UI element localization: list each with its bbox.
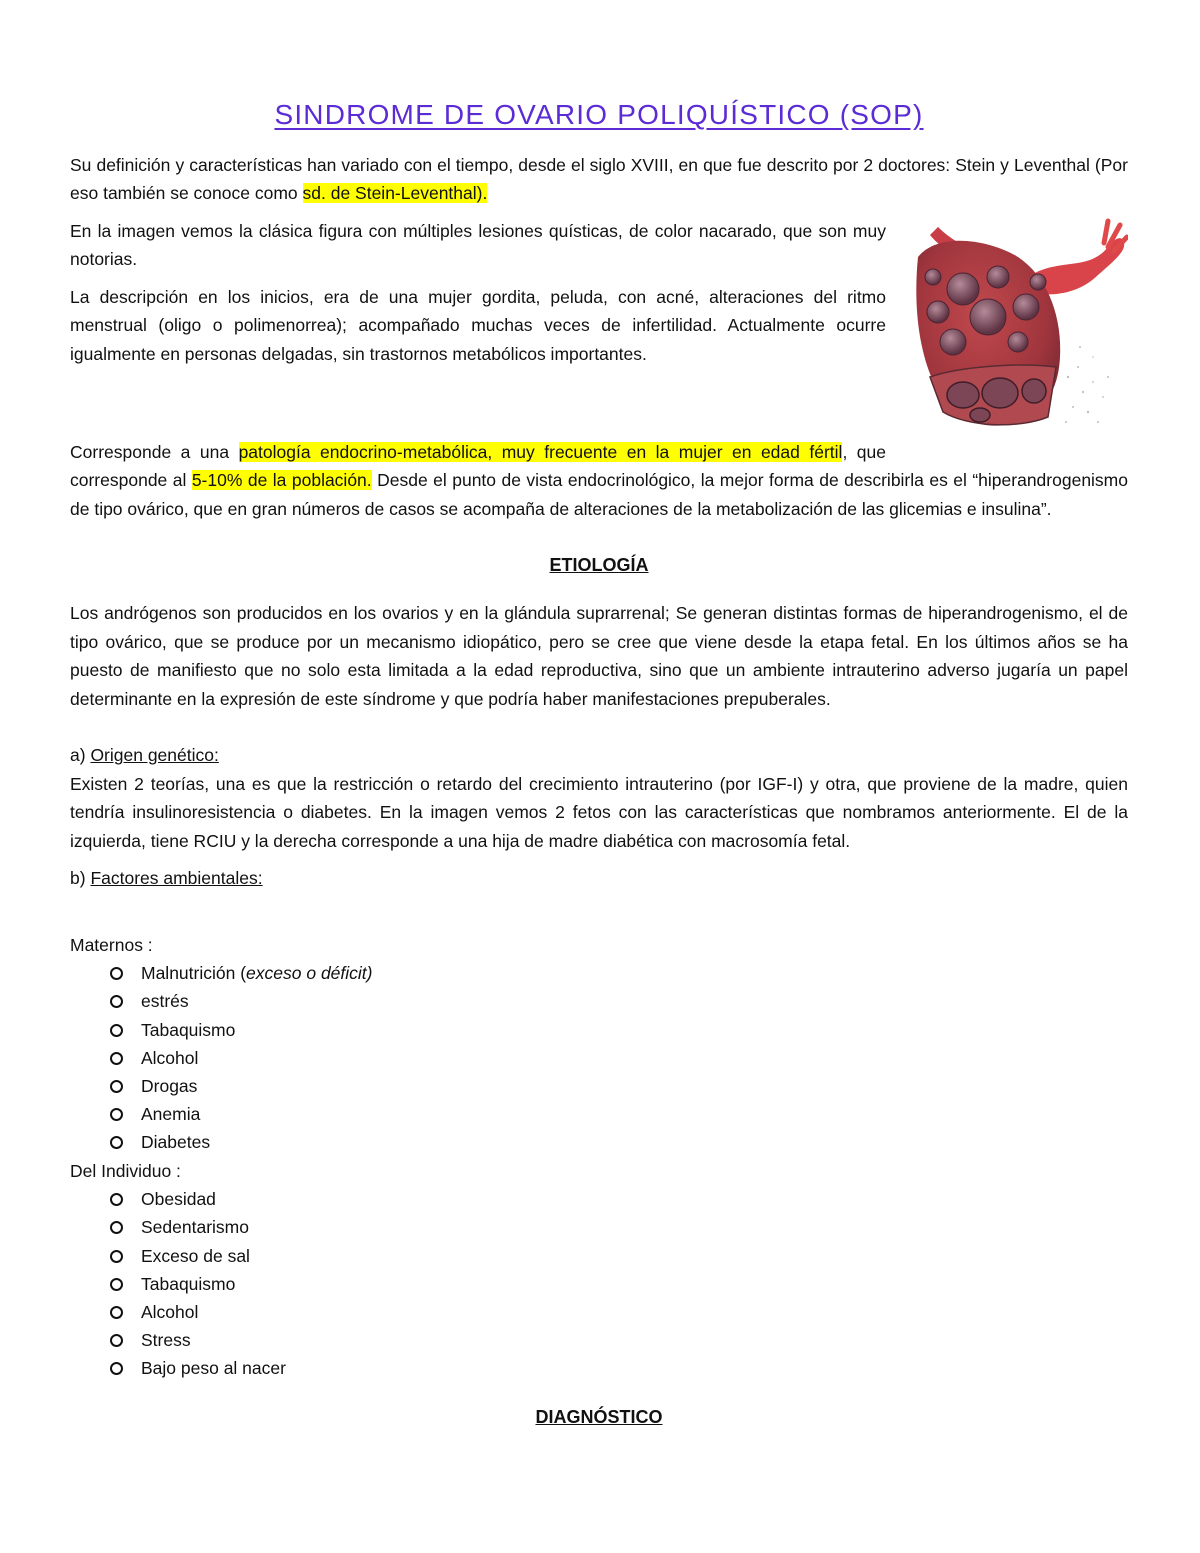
list-item: Stress bbox=[110, 1326, 1128, 1354]
heading-diagnostico: DIAGNÓSTICO bbox=[535, 1406, 663, 1427]
circle-bullet-icon bbox=[110, 1080, 123, 1093]
maternos-list bbox=[70, 959, 1128, 1156]
list-item: Tabaquismo bbox=[110, 1016, 1128, 1044]
individuo-label: Del Individuo : bbox=[70, 1160, 181, 1181]
polycystic-ovary-illustration-icon bbox=[908, 217, 1128, 432]
highlight-stein-leventhal: sd. de Stein-Leventhal). bbox=[302, 183, 488, 204]
highlight-patologia: patología endocrino-metabólica, muy frecuente en la mujer en edad fértil bbox=[238, 441, 843, 462]
list-item: Anemia bbox=[110, 1100, 1128, 1128]
highlight-porcentaje: 5-10% de la población. bbox=[191, 470, 372, 491]
list-item: estrés bbox=[110, 987, 1128, 1015]
circle-bullet-icon bbox=[110, 1193, 123, 1206]
list-item: Alcohol bbox=[110, 1044, 1128, 1072]
list-item: Bajo peso al nacer bbox=[110, 1354, 1128, 1382]
origen-genetico-paragraph: Existen 2 teorías, una es que la restricción o retardo del crecimiento intrauterino (por IGF-I) y otra, que proviene de la madre, quien tendría insulinoresistencia o diabetes. En la imagen vemos 2 fetos con las características que nombramos anteriormente. El de la izquierda, tiene RCIU y la derecha corresponde a una hija de madre diabética con macrosomía fetal. bbox=[70, 773, 1128, 851]
circle-bullet-icon bbox=[110, 967, 123, 980]
maternos-label: Maternos : bbox=[70, 934, 153, 955]
circle-bullet-icon bbox=[110, 1052, 123, 1065]
circle-bullet-icon bbox=[110, 1221, 123, 1234]
etiologia-paragraph: Los andrógenos son producidos en los ovarios y en la glándula suprarrenal; Se generan distintas formas de hiperandrogenismo, el de tipo ovárico, que se produce por un mecanismo idiopático, pero se cree que viene desde la etapa fetal. En los últimos años se ha puesto de manifiesto que no solo esta limitada a la edad reproductiva, sino que un ambiente intrauterino adverso jugaría un papel determinante en la expresión de este síndrome y que podría haber manifestaciones prepuberales. bbox=[70, 603, 1128, 709]
list-item: Malnutrición (exceso o déficit) bbox=[110, 959, 1128, 987]
document-body bbox=[70, 78, 1128, 1431]
list-item: Drogas bbox=[110, 1072, 1128, 1100]
intro-paragraph-4: Corresponde a una patología endocrino-metabólica, muy frecuente en la mujer en edad fértil, que corresponde al 5-10% de la población. Desde el punto de vista endocrinológico, la mejor forma de describirla es el “hiperandrogenismo de tipo ovárico, que en gran números de casos se acompaña de alteraciones de la metabolización de las glicemias e insulina”. bbox=[70, 441, 1128, 519]
list-item: Diabetes bbox=[110, 1128, 1128, 1156]
intro-paragraph-3: La descripción en los inicios, era de una mujer gordita, peluda, con acné, alteraciones del ritmo menstrual (oligo o polimenorrea); acompañado muchas veces de infertilidad. Actualmente ocurre igualmente en personas delgadas, sin trastornos metabólicos importantes. bbox=[70, 286, 886, 364]
list-item: Sedentarismo bbox=[110, 1213, 1128, 1241]
intro-paragraph-1: Su definición y características han variado con el tiempo, desde el siglo XVIII, en que fue descrito por 2 doctores: Stein y Leventhal (Por eso también se conoce como sd. de Stein-Leventhal). bbox=[70, 154, 1128, 204]
circle-bullet-icon bbox=[110, 1024, 123, 1037]
list-item: Alcohol bbox=[110, 1298, 1128, 1326]
circle-bullet-icon bbox=[110, 1306, 123, 1319]
circle-bullet-icon bbox=[110, 1250, 123, 1263]
intro-paragraph-2: En la imagen vemos la clásica figura con múltiples lesiones quísticas, de color nacarado, que son muy notorias. bbox=[70, 220, 886, 270]
origen-genetico-heading: a) Origen genético: bbox=[70, 745, 219, 766]
list-item: Obesidad bbox=[110, 1185, 1128, 1213]
list-item: Exceso de sal bbox=[110, 1242, 1128, 1270]
circle-bullet-icon bbox=[110, 995, 123, 1008]
list-item: Tabaquismo bbox=[110, 1270, 1128, 1298]
circle-bullet-icon bbox=[110, 1362, 123, 1375]
circle-bullet-icon bbox=[110, 1108, 123, 1121]
circle-bullet-icon bbox=[110, 1136, 123, 1149]
individuo-list bbox=[70, 1185, 1128, 1382]
circle-bullet-icon bbox=[110, 1278, 123, 1291]
heading-etiologia: ETIOLOGÍA bbox=[549, 555, 649, 576]
page-title: SINDROME DE OVARIO POLIQUÍSTICO (SOP) bbox=[274, 98, 924, 130]
circle-bullet-icon bbox=[110, 1334, 123, 1347]
factores-ambientales-heading: b) Factores ambientales: bbox=[70, 868, 263, 889]
